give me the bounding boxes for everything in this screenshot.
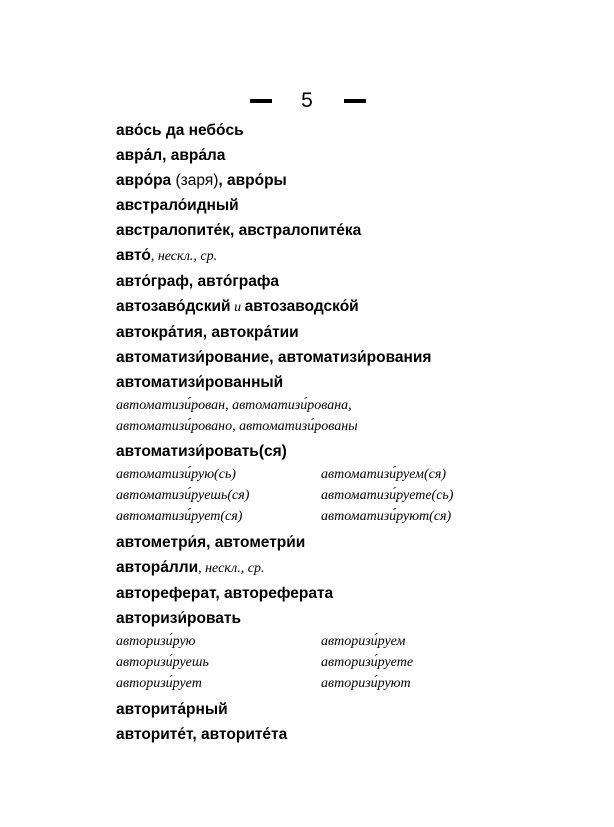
headword-line	[116, 697, 516, 722]
headword-line	[116, 370, 516, 395]
conjugation-table	[116, 464, 516, 527]
headword: авторита́рный	[116, 701, 228, 718]
word-forms	[116, 395, 516, 437]
conjugation-form: автоматизи́руем(ся)	[321, 467, 447, 482]
headword-line	[116, 439, 516, 464]
headword-line	[116, 345, 516, 370]
word-form: автоматизи́ровано, автоматизи́рованы	[116, 419, 358, 434]
headword: авто́	[116, 247, 151, 264]
headword: автоматизи́ровать(ся)	[116, 443, 287, 460]
dictionary-entry	[116, 294, 516, 320]
headword-line	[116, 294, 516, 320]
headword: автоматизи́рованный	[116, 374, 284, 391]
headword: автометри́я, автометри́и	[116, 534, 306, 551]
conjugation-form: автоматизи́рую(сь)	[116, 467, 236, 482]
headword-line	[116, 243, 516, 269]
dictionary-entry	[116, 143, 516, 168]
conjugation-table	[116, 631, 516, 694]
headword-line	[116, 193, 516, 218]
grammar-note: , нескл., ср.	[150, 249, 218, 264]
headword: авто́граф, авто́графа	[116, 273, 280, 290]
headword: автора́лли	[116, 559, 199, 576]
headword: автокра́тия, автокра́тии	[116, 324, 299, 341]
headword: автозаво́дский	[116, 298, 231, 315]
conjugation-form: авторизи́рую	[116, 634, 196, 649]
dictionary-entry	[116, 370, 516, 437]
conjugation-form: автоматизи́рует(ся)	[116, 509, 243, 524]
headword-continuation: , авро́ры	[218, 172, 287, 189]
dictionary-entry	[116, 606, 516, 694]
page-header	[0, 86, 614, 116]
headword-line	[116, 218, 516, 243]
grammar-note: , нескл., ср.	[198, 561, 265, 576]
headword-line	[116, 606, 516, 631]
headword-line	[116, 555, 516, 581]
dictionary-entry	[116, 243, 516, 269]
headword: авторизи́ровать	[116, 610, 242, 627]
dictionary-entry	[116, 193, 516, 218]
conjugation-form: авторизи́руем	[321, 634, 406, 649]
right-dash-ornament	[344, 99, 366, 103]
conjugation-form: автоматизи́руешь(ся)	[116, 488, 250, 503]
headword: авра́л, авра́ла	[116, 147, 226, 164]
conjugation-form: автоматизи́руют(ся)	[321, 509, 452, 524]
conjugation-form: авторизи́рует	[116, 676, 202, 691]
dictionary-entry	[116, 722, 516, 747]
headword-conjunction: и	[230, 300, 245, 315]
headword-line	[116, 269, 516, 294]
headword-line	[116, 168, 516, 193]
dictionary-entry	[116, 118, 516, 143]
headword-line	[116, 143, 516, 168]
word-form: автоматизи́рован, автоматизи́рована,	[116, 398, 352, 413]
headword: автореферат, автореферата	[116, 585, 334, 602]
dictionary-entry	[116, 530, 516, 555]
conjugation-form: авторизи́руешь	[116, 655, 209, 670]
headword: австрало́идный	[116, 197, 239, 214]
dictionary-entry	[116, 439, 516, 527]
dictionary-entry	[116, 345, 516, 370]
headword-continuation: автозаводско́й	[244, 298, 359, 315]
dictionary-entry	[116, 320, 516, 345]
headword-gloss: (заря)	[171, 172, 219, 189]
conjugation-form: автоматизи́руете(сь)	[321, 488, 454, 503]
headword-line	[116, 581, 516, 606]
headword-line	[116, 118, 516, 143]
page-number: 5	[301, 89, 313, 112]
dictionary-entry	[116, 269, 516, 294]
headword-line	[116, 530, 516, 555]
headword-line	[116, 722, 516, 747]
conjugation-form: авторизи́руют	[321, 676, 411, 691]
dictionary-entry	[116, 218, 516, 243]
dictionary-entry	[116, 581, 516, 606]
dictionary-entry	[116, 697, 516, 722]
headword: авро́ра	[116, 172, 172, 189]
left-dash-ornament	[250, 99, 272, 103]
headword: авторите́т, авторите́та	[116, 726, 288, 743]
headword: аво́сь да небо́сь	[116, 122, 244, 139]
dictionary-entry	[116, 168, 516, 193]
conjugation-form: авторизи́руете	[321, 655, 414, 670]
headword: австралопите́к, австралопите́ка	[116, 222, 362, 239]
dictionary-entries	[116, 118, 516, 747]
headword-line	[116, 320, 516, 345]
dictionary-entry	[116, 555, 516, 581]
headword: автоматизи́рование, автоматизи́рования	[116, 349, 432, 366]
